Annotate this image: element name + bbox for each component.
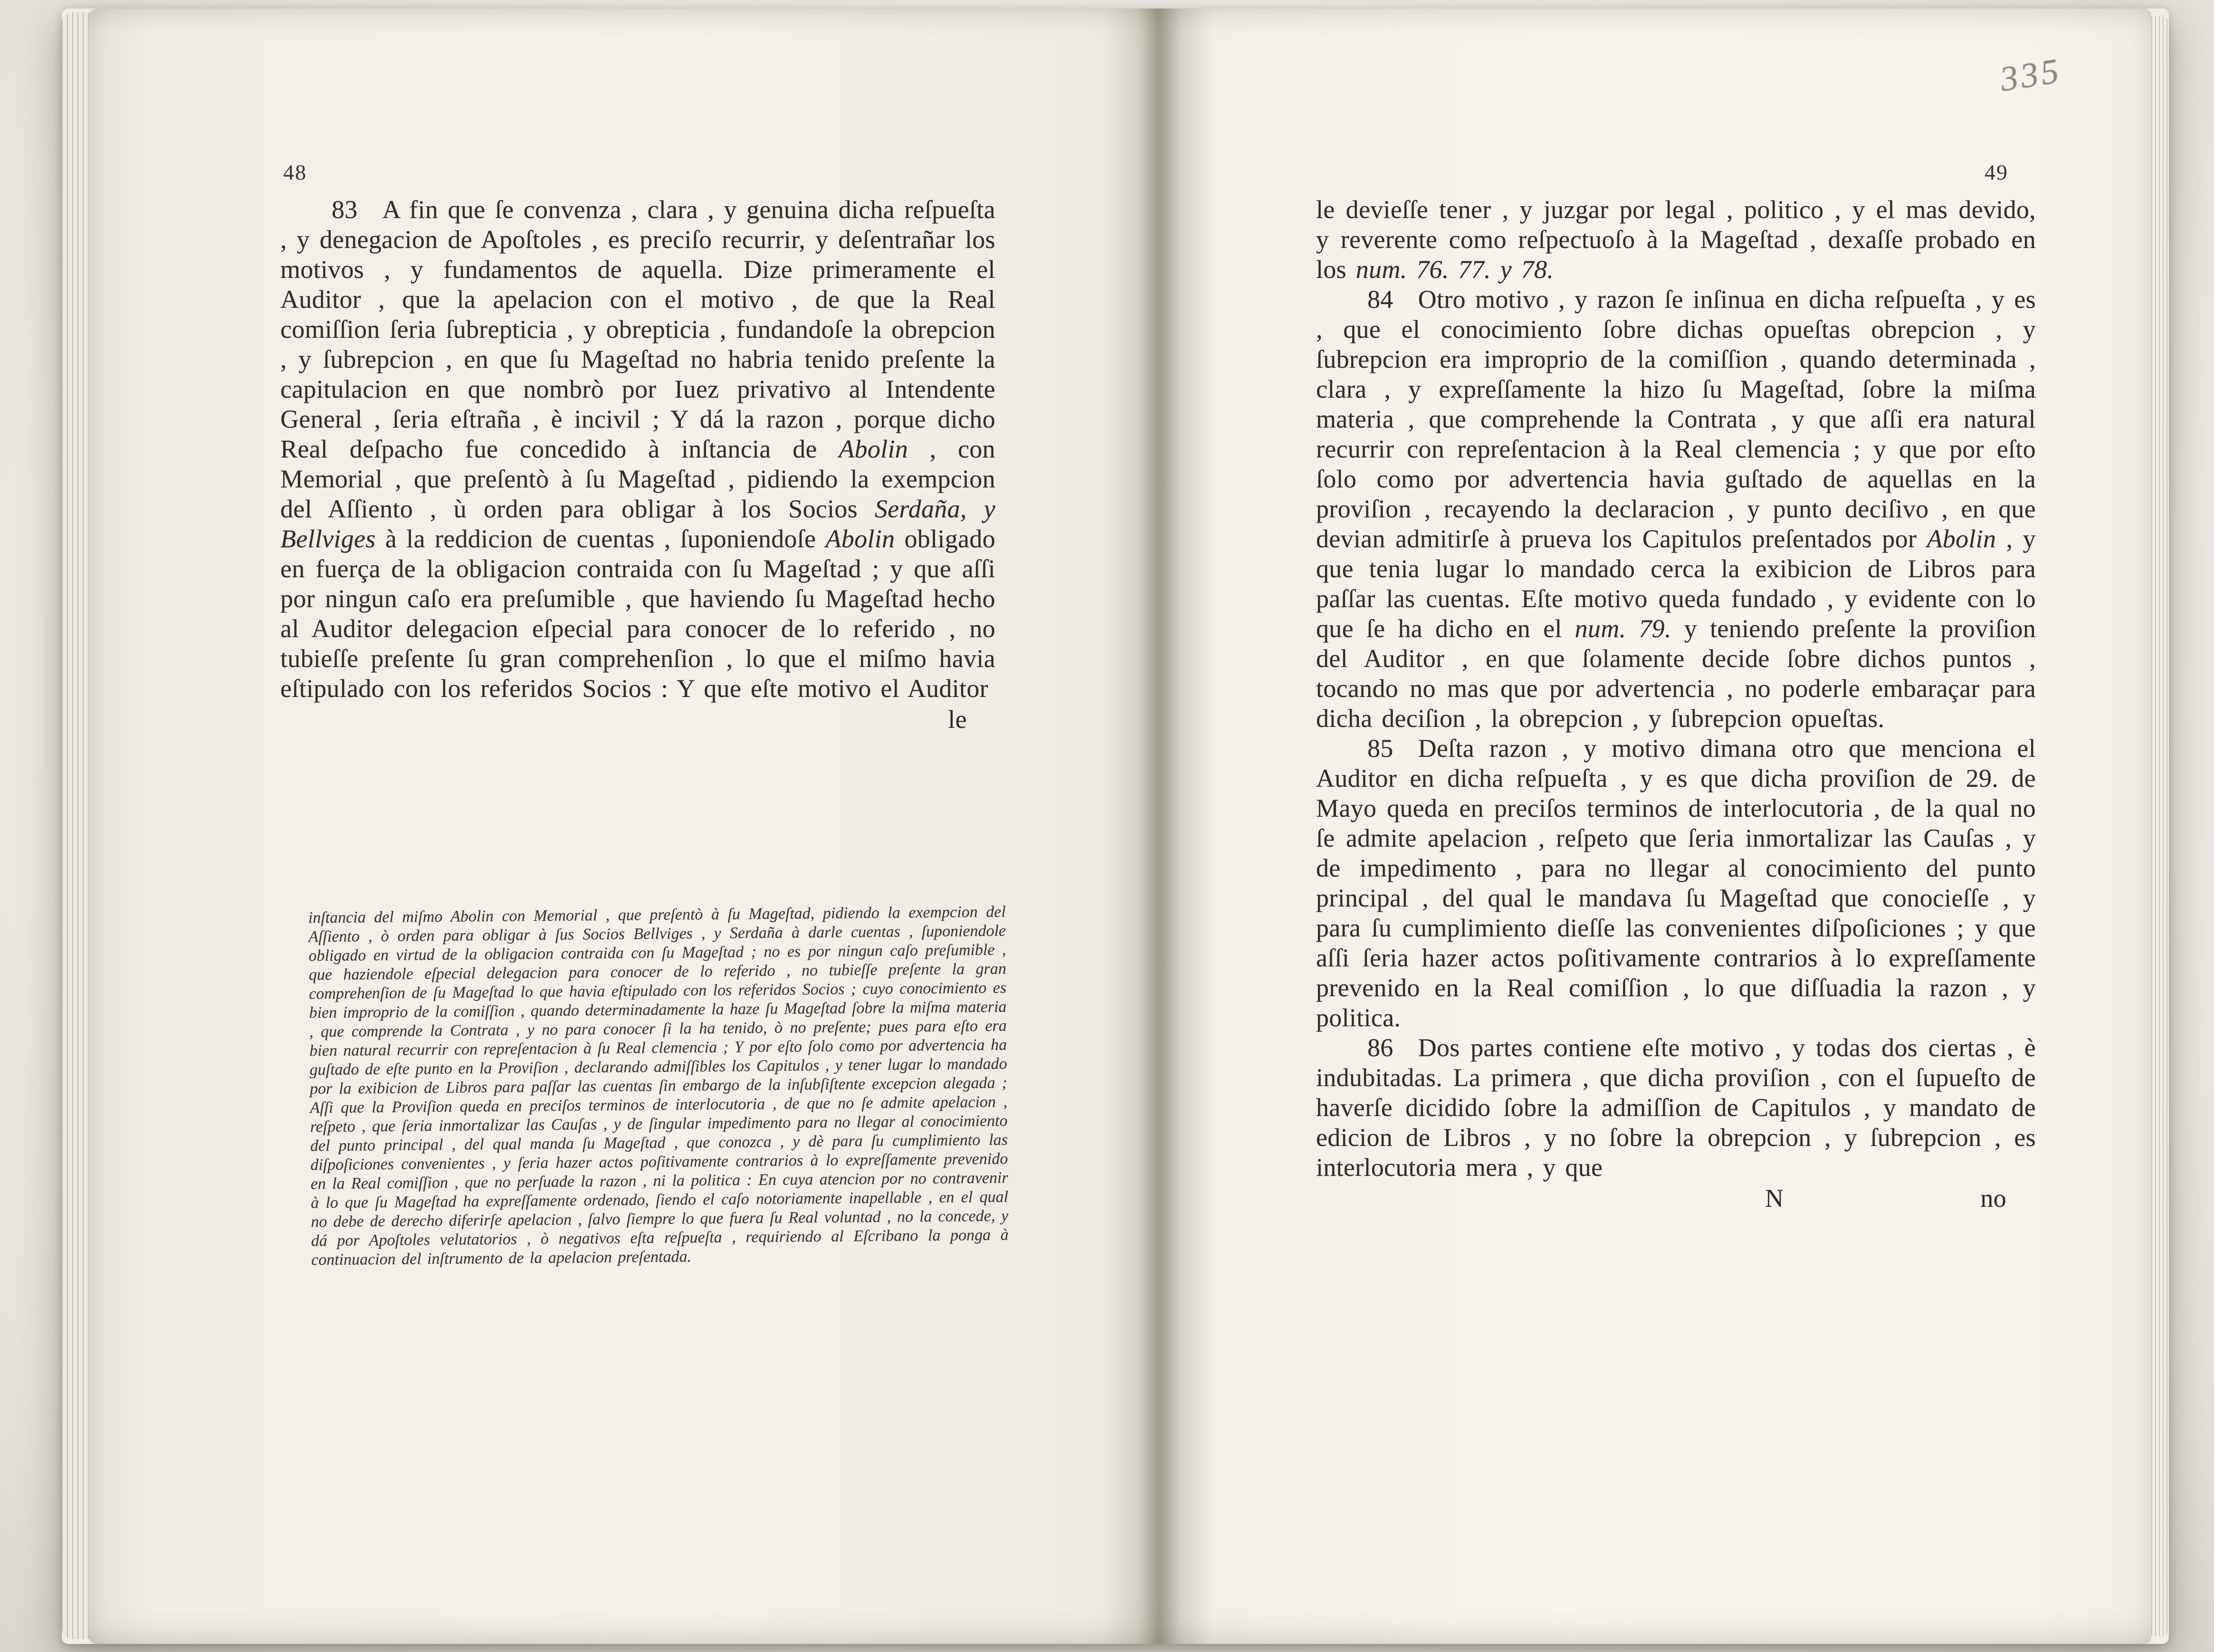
paragraph-86: [1316, 1033, 2036, 1183]
right-catchword: no: [1980, 1184, 2006, 1213]
left-page-text: [280, 195, 995, 735]
paragraph-86-text: Dos partes contiene eſte motivo , y todas dos ciertas , è indubitadas. La primera , que dicha proviſion , con el ſupueſto de haverſe dicidido ſobre la admiſſion de Capitulos , y mandato de edicion de Libros , y no ſobre la obrepcion , y ſubrepcion , es interlocutoria mera , y que: [1316, 1033, 2036, 1182]
paragraph-83: [280, 195, 995, 704]
paragraph-85: [1316, 734, 2036, 1033]
paragraph-86-number: 86: [1367, 1033, 1393, 1062]
paragraph-84: [1316, 285, 2036, 734]
paragraph-84-text: Otro motivo , y razon ſe inſinua en dicha reſpueſta , y es , que el conocimiento ſobre dichas opueſtas obrepcion , y ſubrepcion era improprio de la comiſſion , quando determinada , clara , y expreſſamente la hizo ſu Mageſtad, ſobre la miſma materia , que comprehende la Contrata , y que aſſi era natural recurrir con repreſentacion à la Real clemencia ; y que por eſto ſolo como por advertencia havia guſtado de aquellas en la proviſion , recayendo la declaracion , y punto deciſivo , en que devian admitirſe à prueva los Capitulos preſentados por Abolin , y que tenia lugar lo mandado cerca la exibicion de Libros para paſſar las cuentas. Eſte motivo queda fundado , y evidente con lo que ſe ha dicho en el num. 79. y teniendo preſente la proviſion del Auditor , en que ſolamente decide ſobre dichos puntos , tocando no mas que por advertencia , no poderle embaraçar para dicha deciſion , la obrepcion , y ſubrepcion opueſtas.: [1316, 285, 2036, 733]
left-catchword: le: [948, 705, 967, 734]
handwritten-folio-number: 335: [1997, 51, 2064, 99]
paragraph-continuation-text: le devieſſe tener , y juzgar por legal , politico , y el mas devido, y reverente como reſpectuoſo à la Mageſtad , dexaſſe probado en los num. 76. 77. y 78.: [1316, 195, 2036, 284]
paragraph-continuation: [1316, 195, 2036, 285]
book-spread: [62, 9, 2169, 1644]
right-page-number: 49: [1985, 160, 2008, 184]
paragraph-83-number: 83: [332, 195, 358, 224]
paragraph-85-text: Deſta razon , y motivo dimana otro que menciona el Auditor en dicha reſpueſta , y es que dicha proviſion de 29. de Mayo queda en preciſos terminos de interlocutoria , de la qual no ſe admite apelacion , reſpeto que ſeria inmortalizar las Cauſas , y de impedimento , para no llegar al conocimiento del punto principal , del qual le mandava ſu Mageſtad que conocieſſe , y para ſu cumplimiento dieſſe las convenientes diſpoſiciones ; y que aſſi ſeria hazer actos poſitivamente contrarios à lo expreſſamente prevenido en la Real comiſſion , lo que diſſuadia la razon , y politica.: [1316, 734, 2036, 1032]
signature-mark: N: [1765, 1184, 1784, 1213]
left-page-number: 48: [283, 160, 307, 184]
footnote: inſtancia del miſmo Abolin con Memorial , que preſentò à ſu Mageſtad, pidiendo la exempcion del Aſſiento , ò orden para obligar à ſus Socios Bellviges , y Serdaña à darle cuentas , ſuponiendole obligado en virtud de la obligacion contraida con ſu Mageſtad ; no es por ningun caſo preſumible , que haziendole eſpecial delegacion para conocer de lo referido , no tubieſſe preſente la gran comprehenſion de ſu Mageſtad lo que havia eſtipulado con los referidos Socios ; cuyo conocimiento es bien improprio de la comiſſion , quando determinadamente la haze ſu Mageſtad ſobre la miſma materia , que comprende la Contrata , y no para conocer ſi la ha tenido, ò no preſente; pues para eſto era bien natural recurrir con repreſentacion à ſu Real clemencia ; Y por eſto ſolo como por advertencia ha guſtado de eſte punto en la Proviſion , declarando admiſſibles los Capitulos , y tener lugar lo mandado por la exibicion de Libros para paſſar las cuentas ſin embargo de la inſubſiſtente excepcion alegada ; Aſſi que la Proviſion queda en preciſos terminos de interlocutoria , de que no ſe admite apelacion , reſpeto , que ſeria inmortalizar las Cauſas , y de ſingular impedimento para no llegar al conocimiento del punto principal , del qual manda ſu Mageſtad , que conozca , y dè para ſu cumplimiento las diſpoſiciones convenientes , y ſeria hazer actos poſitivamente contrarios à lo expreſſamente prevenido en la Real comiſſion , que no perſuade la razon , ni la politica : En cuya atencion por no contravenir à lo que ſu Mageſtad ha expreſſamente ordenado, ſiendo el caſo notoriamente inapellable , en el qual no debe de derecho diferirſe apelacion , ſalvo ſiempre lo que fuera ſu Real voluntad , no la concede, y dá por Apoſtoles velutatorios , ò negativos eſta reſpueſta , requiriendo al Eſcribano la ponga à continuacion del inſtrumento de la apelacion preſentada.: [308, 903, 1009, 1269]
right-page-text: [1316, 195, 2036, 1213]
paragraph-83-text: A fin que ſe convenza , clara , y genuina dicha reſpueſta , y denegacion de Apoſtoles , es preciſo recurrir, y deſentrañar los motivos , y fundamentos de aquella. Dize primeramente el Auditor , que la apelacion con el motivo , de que la Real comiſſion ſeria ſubrepticia , y obrepticia , fundandoſe la obrepcion , y ſubrepcion , en que ſu Mageſtad no habria tenido preſente la capitulacion en que nombrò por Iuez privativo al Intendente General , ſeria eſtraña , è incivil ; Y dá la razon , porque dicho Real deſpacho fue concedido à inſtancia de Abolin , con Memorial , que preſentò à ſu Mageſtad , pidiendo la exempcion del Aſſiento , ù orden para obligar à los Socios Serdaña, y Bellviges à la reddicion de cuentas , ſuponiendoſe Abolin obligado en fuerça de la obligacion contraida con ſu Mageſtad ; y que aſſi por ningun caſo era preſumible , que haviendo ſu Mageſtad hecho al Auditor delegacion eſpecial para conocer de lo referido , no tubieſſe preſente ſu gran comprehenſion , lo que el miſmo havia eſtipulado con los referidos Socios : Y que eſte motivo el Auditor: [280, 195, 995, 703]
signature-line: [1316, 1184, 2036, 1213]
paragraph-84-number: 84: [1367, 285, 1393, 314]
paragraph-85-number: 85: [1367, 734, 1393, 763]
page-stack-edge-right: [2151, 16, 2169, 1636]
